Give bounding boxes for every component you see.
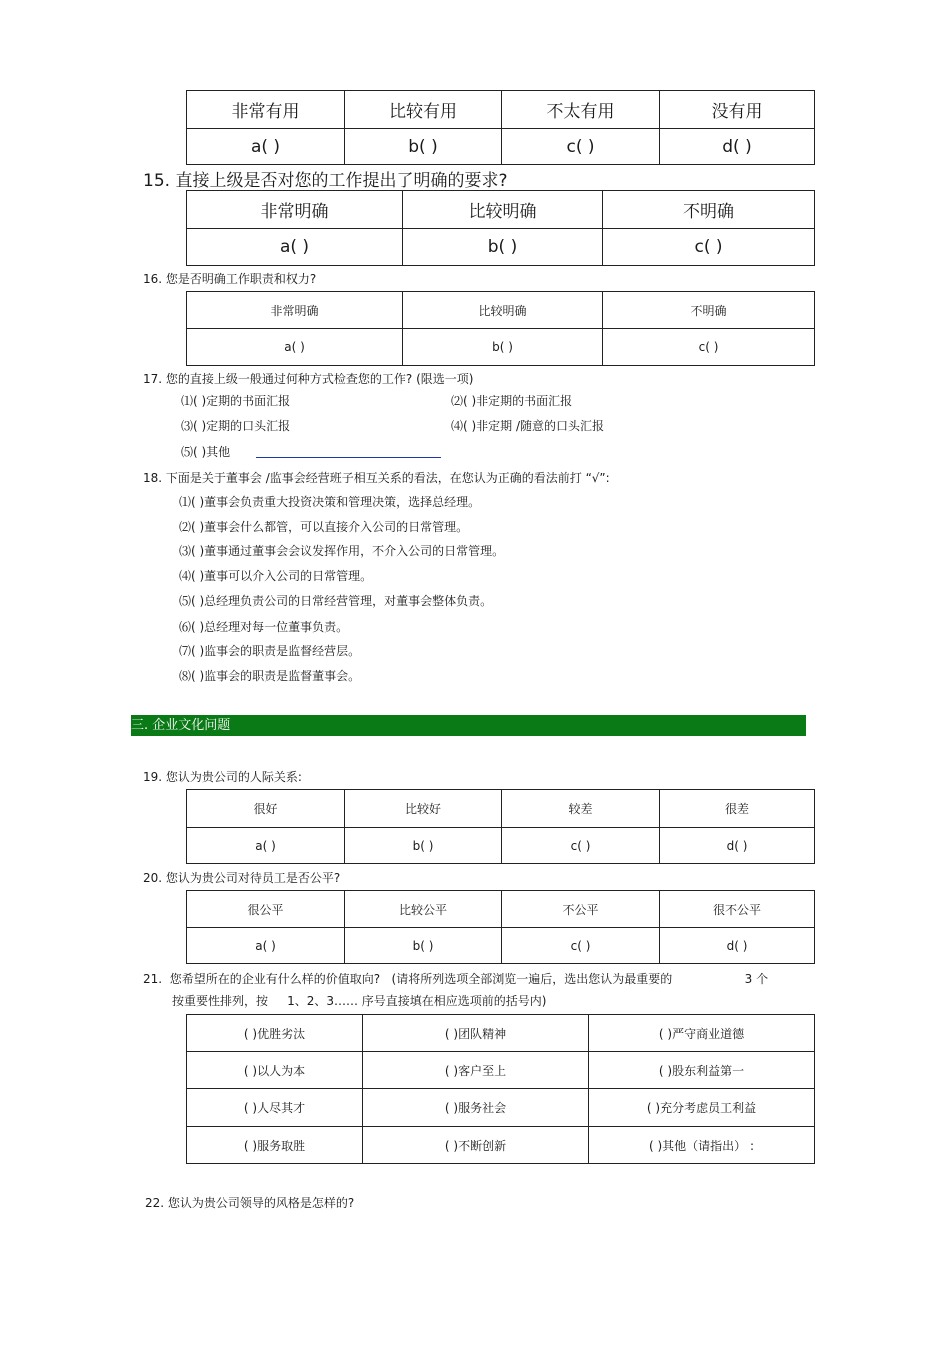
q21-title-line-2: 按重要性排列，按 1、2、3…… 序号直接填在相应选项前的括号内) bbox=[172, 994, 547, 1008]
q17-title: 17. 您的直接上级一般通过何种方式检查您的工作? (限选一项) bbox=[143, 372, 474, 386]
q20-header: 很公平 bbox=[187, 891, 345, 928]
q15-header: 不明确 bbox=[603, 191, 815, 229]
q14-answer-c[interactable]: c( ) bbox=[502, 129, 660, 165]
q15-header: 非常明确 bbox=[187, 191, 403, 229]
q20-header: 比较公平 bbox=[345, 891, 502, 928]
q15-answer-b[interactable]: b( ) bbox=[403, 229, 603, 266]
q21-option[interactable]: ( )股东利益第一 bbox=[589, 1052, 815, 1089]
q17-option-3[interactable]: ⑶( )定期的口头汇报 bbox=[181, 419, 291, 433]
q20-answer-a[interactable]: a( ) bbox=[187, 928, 345, 964]
q20-answer-b[interactable]: b( ) bbox=[345, 928, 502, 964]
q14-header: 不太有用 bbox=[502, 91, 660, 129]
q18-option-8[interactable]: ⑻( )监事会的职责是监督董事会。 bbox=[179, 669, 361, 683]
q20-header: 不公平 bbox=[502, 891, 660, 928]
q19-table bbox=[186, 789, 815, 864]
q18-option-6[interactable]: ⑹( )总经理对每一位董事负责。 bbox=[179, 620, 349, 634]
q21-option[interactable]: ( )人尽其才 bbox=[187, 1089, 363, 1127]
q16-table bbox=[186, 291, 815, 366]
section-heading-culture: 三. 企业文化问题 bbox=[131, 715, 806, 736]
q17-option-1[interactable]: ⑴( )定期的书面汇报 bbox=[181, 394, 291, 408]
q15-answer-c[interactable]: c( ) bbox=[603, 229, 815, 266]
q21-option[interactable]: ( )服务社会 bbox=[363, 1089, 589, 1127]
q14-answer-d[interactable]: d( ) bbox=[660, 129, 815, 165]
q20-answer-d[interactable]: d( ) bbox=[660, 928, 815, 964]
q21-option[interactable]: ( )客户至上 bbox=[363, 1052, 589, 1089]
q19-answer-b[interactable]: b( ) bbox=[345, 828, 502, 864]
q20-header: 很不公平 bbox=[660, 891, 815, 928]
q16-answer-a[interactable]: a( ) bbox=[187, 329, 403, 366]
q17-other-blank[interactable] bbox=[256, 457, 441, 458]
q17-option-4[interactable]: ⑷( )非定期 /随意的口头汇报 bbox=[451, 419, 605, 433]
q14-answer-b[interactable]: b( ) bbox=[345, 129, 502, 165]
q18-option-3[interactable]: ⑶( )董事通过董事会会议发挥作用，不介入公司的日常管理。 bbox=[179, 544, 505, 558]
q19-answer-d[interactable]: d( ) bbox=[660, 828, 815, 864]
q18-option-1[interactable]: ⑴( )董事会负责重大投资决策和管理决策，选择总经理。 bbox=[179, 495, 481, 509]
q21-option[interactable]: ( )服务取胜 bbox=[187, 1127, 363, 1164]
q21-option[interactable]: ( )团队精神 bbox=[363, 1015, 589, 1052]
q17-option-2[interactable]: ⑵( )非定期的书面汇报 bbox=[451, 394, 573, 408]
q20-title: 20. 您认为贵公司对待员工是否公平? bbox=[143, 871, 341, 885]
q14-header: 非常有用 bbox=[187, 91, 345, 129]
q14-table bbox=[186, 90, 815, 165]
q14-header: 比较有用 bbox=[345, 91, 502, 129]
q21-options-table bbox=[186, 1014, 815, 1164]
q19-title: 19. 您认为贵公司的人际关系: bbox=[143, 770, 302, 784]
q19-header: 较差 bbox=[502, 790, 660, 828]
q19-answer-c[interactable]: c( ) bbox=[502, 828, 660, 864]
q18-option-2[interactable]: ⑵( )董事会什么都管，可以直接介入公司的日常管理。 bbox=[179, 520, 469, 534]
q19-header: 比较好 bbox=[345, 790, 502, 828]
q15-header: 比较明确 bbox=[403, 191, 603, 229]
q16-header: 非常明确 bbox=[187, 292, 403, 329]
q21-option[interactable]: ( )以人为本 bbox=[187, 1052, 363, 1089]
q16-answer-b[interactable]: b( ) bbox=[403, 329, 603, 366]
q14-header: 没有用 bbox=[660, 91, 815, 129]
q21-option[interactable]: ( )其他（请指出） : bbox=[589, 1127, 815, 1164]
q16-answer-c[interactable]: c( ) bbox=[603, 329, 815, 366]
q21-option[interactable]: ( )优胜劣汰 bbox=[187, 1015, 363, 1052]
q20-answer-c[interactable]: c( ) bbox=[502, 928, 660, 964]
q16-header: 比较明确 bbox=[403, 292, 603, 329]
q20-table bbox=[186, 890, 815, 964]
q16-header: 不明确 bbox=[603, 292, 815, 329]
q14-answer-a[interactable]: a( ) bbox=[187, 129, 345, 165]
q15-table bbox=[186, 190, 815, 266]
q19-header: 很差 bbox=[660, 790, 815, 828]
q21-title-line-1: 21. 您希望所在的企业有什么样的价值取向? (请将所列选项全部浏览一遍后，选出您认为最重要的 3 个 bbox=[143, 972, 769, 986]
q22-title: 22. 您认为贵公司领导的风格是怎样的? bbox=[145, 1196, 355, 1210]
q18-option-4[interactable]: ⑷( )董事可以介入公司的日常管理。 bbox=[179, 569, 373, 583]
q18-title: 18. 下面是关于董事会 /监事会经营班子相互关系的看法，在您认为正确的看法前打 “√”: bbox=[143, 471, 610, 485]
q21-option[interactable]: ( )不断创新 bbox=[363, 1127, 589, 1164]
q18-option-7[interactable]: ⑺( )监事会的职责是监督经营层。 bbox=[179, 644, 361, 658]
q17-option-5[interactable]: ⑸( )其他 bbox=[181, 445, 231, 459]
q16-title: 16. 您是否明确工作职责和权力? bbox=[143, 272, 317, 286]
q18-option-5[interactable]: ⑸( )总经理负责公司的日常经营管理，对董事会整体负责。 bbox=[179, 594, 493, 608]
q15-title: 15. 直接上级是否对您的工作提出了明确的要求? bbox=[143, 171, 508, 191]
q19-header: 很好 bbox=[187, 790, 345, 828]
q19-answer-a[interactable]: a( ) bbox=[187, 828, 345, 864]
q21-option[interactable]: ( )严守商业道德 bbox=[589, 1015, 815, 1052]
q15-answer-a[interactable]: a( ) bbox=[187, 229, 403, 266]
q21-option[interactable]: ( )充分考虑员工利益 bbox=[589, 1089, 815, 1127]
